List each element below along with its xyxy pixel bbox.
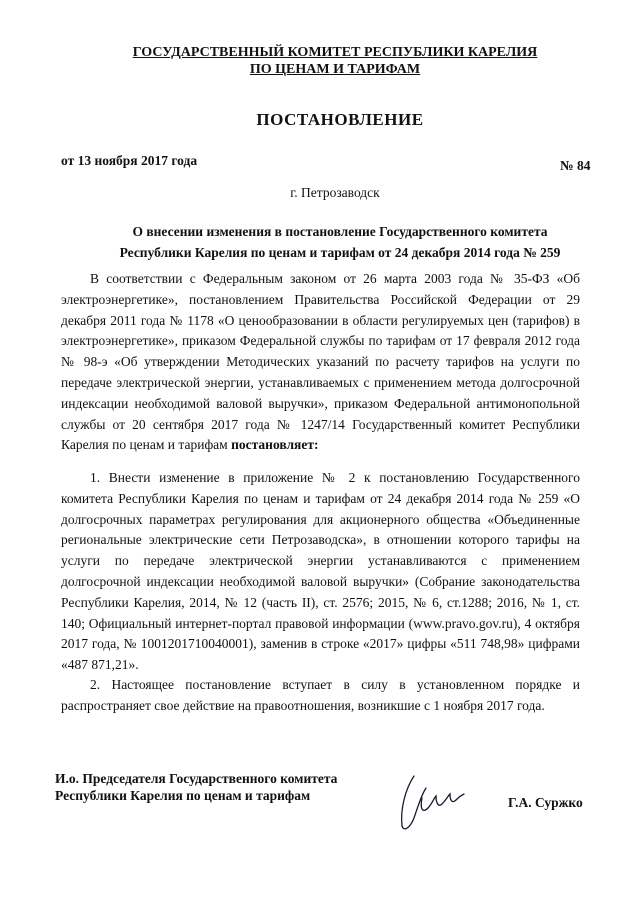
signatory-title [55, 770, 337, 804]
document-number: № 84 [560, 158, 591, 173]
item-1-text: 1. Внести изменение в приложение № 2 к постановлению Государственного комитета Республики Карелия по ценам и тарифам от 24 декабря 2014 года № 259 «О долгосрочных параметрах регулирования для акционерного общества «Объединенные региональные электрические сети Петрозаводска», в отношении которого тарифы на услуги по передаче электрической энергии устанавливаются с применением долгосрочной индексации необходимой валовой выручки» (Собрание законодательства Республики Карелия, 2014, № 12 (часть II), ст. 2576; 2015, № 6, ст.1288; 2016, № 1, ст. 140; Официальный интернет-портал правовой информации (www.pravo.gov.ru), 4 октября 2017 года, № 1001201710040001), заменив в строке «2017» цифры «511 748,98» цифрами «487 871,21». [61, 470, 580, 673]
item-2-text: 2. Настоящее постановление вступает в силу в установленном порядке и распространяет свое действие на правоотношения, возникшие с 1 ноября 2017 года. [61, 677, 580, 713]
document-subject: О внесении изменения в постановление Государственного комитета Республики Карелия по ценам и тарифам от 24 декабря 2014 года № 259 [119, 224, 561, 260]
organization-header [0, 44, 640, 78]
paragraph-preamble [61, 269, 580, 456]
paragraph-item-1 [61, 468, 580, 676]
org-line-1: ГОСУДАРСТВЕННЫЙ КОМИТЕТ РЕСПУБЛИКИ КАРЕЛИЯ [132, 45, 538, 60]
org-line-2: ПО ЦЕНАМ И ТАРИФАМ [249, 62, 421, 77]
signatory-title-line-2: Республики Карелия по ценам и тарифам [55, 788, 311, 803]
document-city: г. Петрозаводск [290, 185, 380, 200]
preamble-text: В соответствии с Федеральным законом от 26 марта 2003 года № 35-ФЗ «Об электроэнергетике», постановлением Правительства Российской Федерации от 29 декабря 2011 года № 1178 «О ценообразовании в области регулируемых цен (тарифов) в электроэнергетике», приказом Федеральной службы по тарифам от 17 февраля 2012 года № 98-э «Об утверждении Методических указаний по расчету тарифов на услуги по передаче электрической энергии, устанавливаемых с применением метода долгосрочной индексации необходимой валовой выручки», приказом Федеральной антимонопольной службы от 20 сентября 2017 года № 1247/14 Государственный комитет Республики Карелия по ценам и тарифам [61, 271, 580, 453]
paragraph-item-2 [61, 675, 580, 717]
document-date: от 13 ноября 2017 года [61, 153, 198, 168]
signatory-title-line-1: И.о. Председателя Государственного комитета [55, 771, 338, 786]
preamble-resolution: постановляет: [231, 437, 319, 453]
signatory-name: Г.А. Суржко [508, 795, 583, 810]
document-type-title: ПОСТАНОВЛЕНИЕ [256, 110, 424, 129]
handwritten-signature [392, 768, 472, 838]
